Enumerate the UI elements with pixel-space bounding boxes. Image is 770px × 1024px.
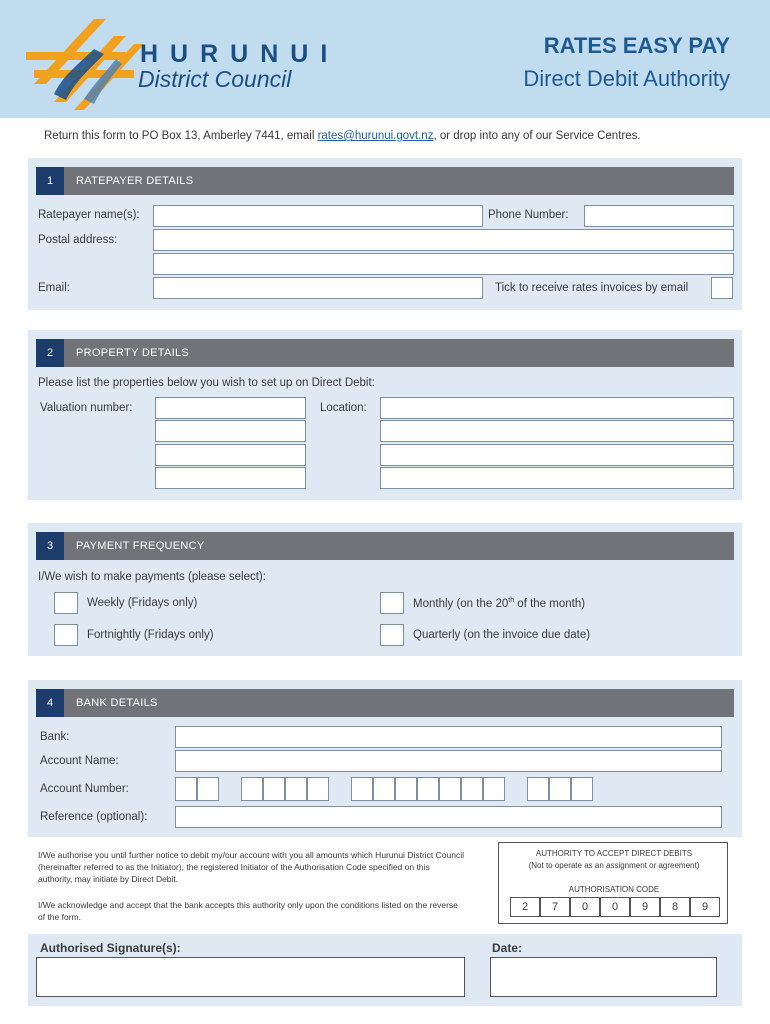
authority-box-note: (Not to operate as an assignment or agreement) [528, 861, 700, 870]
date-label: Date: [492, 941, 523, 955]
email-label: Email: [38, 282, 70, 294]
section-header-bank [36, 689, 734, 717]
account-digit-cell[interactable] [439, 777, 461, 801]
email-field[interactable] [153, 277, 483, 299]
bank-label: Bank: [40, 731, 70, 743]
code-digit: 0 [570, 897, 600, 917]
code-digit: 0 [600, 897, 630, 917]
account-digit-cell[interactable] [549, 777, 571, 801]
valuation-field-4[interactable] [155, 467, 306, 489]
hurunui-logo [24, 14, 144, 110]
header-banner [0, 0, 770, 118]
signature-field[interactable] [36, 957, 465, 997]
postal-address-label: Postal address: [38, 234, 118, 246]
account-digit-cell[interactable] [307, 777, 329, 801]
email-link[interactable]: rates@hurunui.govt.nz [317, 130, 434, 142]
code-digit: 2 [510, 897, 540, 917]
authorisation-code-label: AUTHORISATION CODE [568, 885, 660, 894]
quarterly-label: Quarterly (on the invoice due date) [413, 629, 591, 641]
monthly-label-a: Monthly (on the 20 [413, 597, 509, 610]
valuation-field-3[interactable] [155, 444, 306, 466]
account-digit-cell[interactable] [571, 777, 593, 801]
account-number-label: Account Number: [40, 783, 129, 795]
reference-label: Reference (optional): [40, 811, 148, 823]
account-digit-cell[interactable] [395, 777, 417, 801]
postal-address-field-2[interactable] [153, 253, 734, 275]
location-field-2[interactable] [380, 420, 734, 442]
section-header-payment [36, 532, 734, 560]
intro-before: Return this form to PO Box 13, Amberley 7441, email [44, 130, 318, 142]
valuation-label: Valuation number: [40, 402, 133, 414]
ratepayer-name-field[interactable] [153, 205, 483, 227]
account-digit-cell[interactable] [175, 777, 197, 801]
section-title: BANK DETAILS [76, 697, 158, 709]
weekly-checkbox[interactable] [54, 592, 78, 614]
authority-paragraph: I/We authorise you until further notice to debit my/our account with you all amounts which Hurunui District Council (hereinafter referred to as the Initiator), the registered Initiator of the Authorisation Code specified on this authority, may initiate by Direct Debit. [38, 850, 464, 884]
section-header-property [36, 339, 734, 367]
account-digit-cell[interactable] [241, 777, 263, 801]
monthly-label-sup: th [508, 597, 515, 604]
date-field[interactable] [490, 957, 717, 997]
monthly-checkbox[interactable] [380, 592, 404, 614]
code-digit: 9 [690, 897, 720, 917]
location-field-4[interactable] [380, 467, 734, 489]
postal-address-field-1[interactable] [153, 229, 734, 251]
section-number: 1 [36, 167, 64, 195]
section-number: 4 [36, 689, 64, 717]
email-invoice-label: Tick to receive rates invoices by email [495, 282, 689, 294]
property-instruction: Please list the properties below you wish to set up on Direct Debit: [38, 377, 375, 389]
brand-subtitle: District Council [138, 66, 292, 92]
account-digit-cell[interactable] [197, 777, 219, 801]
account-digit-cell[interactable] [483, 777, 505, 801]
acknowledgement-paragraph: I/We acknowledge and accept that the bank accepts this authority only upon the conditions listed on the reverse of the form. [38, 900, 458, 922]
monthly-label [413, 597, 585, 610]
account-name-field[interactable] [175, 750, 722, 772]
location-field-1[interactable] [380, 397, 734, 419]
section-title: PROPERTY DETAILS [76, 347, 190, 359]
section-title: RATEPAYER DETAILS [76, 175, 194, 187]
ratepayer-name-label: Ratepayer name(s): [38, 209, 140, 221]
account-digit-cell[interactable] [527, 777, 549, 801]
monthly-label-b: of the month) [514, 597, 586, 610]
intro-text [44, 130, 641, 142]
account-name-label: Account Name: [40, 755, 119, 767]
account-digit-cell[interactable] [417, 777, 439, 801]
brand-name: HURUNUI [140, 40, 340, 68]
signature-label: Authorised Signature(s): [40, 941, 181, 955]
code-digit: 9 [630, 897, 660, 917]
section-header-ratepayer [36, 167, 734, 195]
form-subtitle: Direct Debit Authority [523, 66, 730, 91]
account-digit-cell[interactable] [461, 777, 483, 801]
form-title: RATES EASY PAY [543, 33, 730, 58]
fortnightly-checkbox[interactable] [54, 624, 78, 646]
location-label: Location: [320, 402, 367, 414]
phone-label: Phone Number: [488, 209, 569, 221]
valuation-field-2[interactable] [155, 420, 306, 442]
section-title: PAYMENT FREQUENCY [76, 540, 205, 552]
valuation-field-1[interactable] [155, 397, 306, 419]
account-digit-cell[interactable] [285, 777, 307, 801]
section-number: 2 [36, 339, 64, 367]
code-digit: 8 [660, 897, 690, 917]
account-digit-cell[interactable] [263, 777, 285, 801]
weekly-label: Weekly (Fridays only) [87, 597, 198, 609]
account-digit-cell[interactable] [373, 777, 395, 801]
code-digit: 7 [540, 897, 570, 917]
bank-field[interactable] [175, 726, 722, 748]
section-number: 3 [36, 532, 64, 560]
phone-field[interactable] [584, 205, 734, 227]
location-field-3[interactable] [380, 444, 734, 466]
payment-instruction: I/We wish to make payments (please select): [38, 571, 266, 583]
authority-box-title: AUTHORITY TO ACCEPT DIRECT DEBITS [535, 849, 693, 858]
intro-after: , or drop into any of our Service Centres. [433, 130, 641, 142]
reference-field[interactable] [175, 806, 722, 828]
quarterly-checkbox[interactable] [380, 624, 404, 646]
fortnightly-label: Fortnightly (Fridays only) [87, 629, 214, 641]
email-invoice-checkbox[interactable] [711, 277, 733, 299]
account-digit-cell[interactable] [351, 777, 373, 801]
